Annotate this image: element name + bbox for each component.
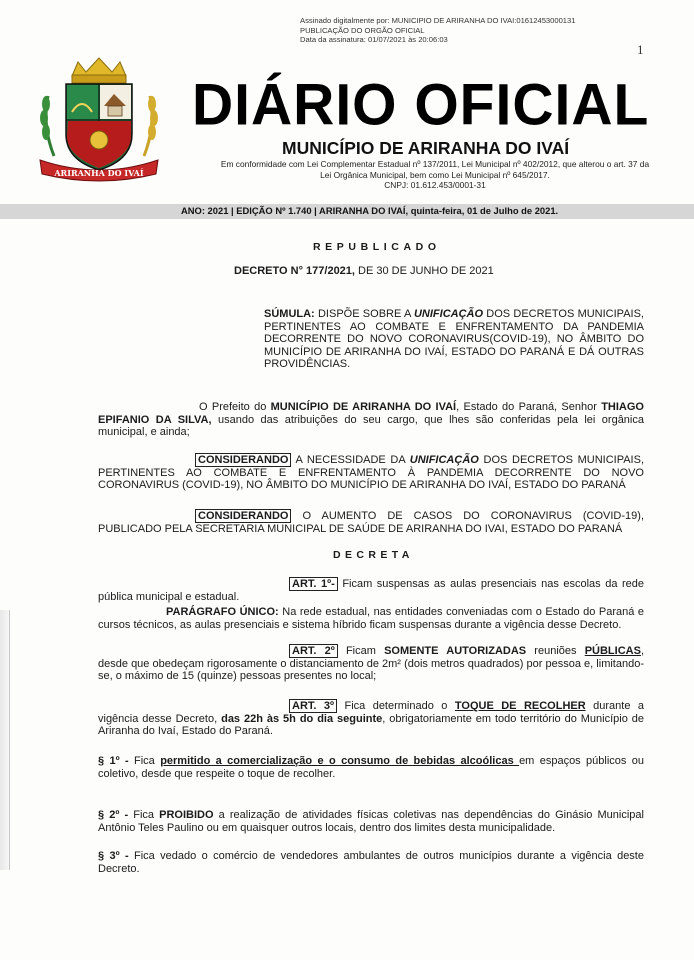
paragrafo-unico bbox=[98, 606, 644, 631]
s2-text-pre: Fica bbox=[128, 809, 160, 821]
crest-banner-text: ARIRANHA DO IVAÍ bbox=[54, 168, 144, 178]
s2-label: § 2º - bbox=[98, 809, 129, 821]
art2-public: PÚBLICAS bbox=[584, 645, 641, 657]
cons1-text-post: DOS DECRETOS MUNICIPAIS, PERTINENTES AO COMBATE E ENFRENTAMENTO À PANDEMIA DECORRENTE DO NOVO CORONAVIRUS (COVID-19), NO ÂMBITO DO MUNICÍPIO DE ARIRANHA DO IVAÍ, ESTADO DO PARANÁ bbox=[98, 454, 644, 492]
edition-bar bbox=[0, 204, 694, 219]
s3-text: Fica vedado o comércio de vendedores ambulantes de outros municípios durante a vigência deste Decreto. bbox=[98, 850, 644, 875]
s1-label: § 1º - bbox=[98, 755, 129, 767]
conformity-note bbox=[190, 159, 680, 191]
art3-text-mid: durante a vigência desse Decreto, bbox=[98, 700, 645, 725]
s3-label: § 3º - bbox=[98, 850, 129, 862]
intro-municipality: MUNICÍPIO DE ARIRANHA DO IVAÍ bbox=[270, 401, 457, 413]
paragrafo-label: PARÁGRAFO ÚNICO: bbox=[166, 606, 279, 618]
republicado-heading: REPUBLICADO bbox=[313, 241, 441, 253]
decree-date: DE 30 DE JUNHO DE 2021 bbox=[354, 265, 494, 277]
paragrafo-text: Na rede estadual, nas entidades conveniadas com o Estado do Paraná e cursos técnicos, as aulas presenciais e sistema híbrido ficam suspensas durante a vigência desse Decreto. bbox=[98, 606, 645, 631]
art1-text: Ficam suspensas as aulas presenciais nas escolas da rede pública municipal e estadual. bbox=[98, 578, 644, 603]
considerando-1-paragraph bbox=[98, 454, 644, 492]
intro-text-1: O Prefeito do bbox=[199, 401, 271, 413]
considerando-2-paragraph bbox=[98, 510, 644, 535]
decreta-heading: DECRETA bbox=[333, 549, 414, 561]
sumula-text-post: DOS DECRETOS MUNICIPAIS, PERTINENTES AO COMBATE E ENFRENTAMENTO DA PANDEMIA DECORRENTE DO NOVO CORONAVIRUS(COVID-19), NO ÂMBITO DO MUNICÍPIO DE ARIRANHA DO IVAÍ, ESTADO DO PARANÁ E DÁ OUTRAS PROVIDÊNCIAS. bbox=[264, 308, 644, 371]
cons2-text: O AUMENTO DE CASOS DO CORONAVIRUS (COVID-19), PUBLICADO PELA SECRETARIA MUNICIPAL DE SAÚDE DE ARIRANHA DO IVAI, ESTADO DO PARANÁ bbox=[98, 510, 644, 535]
article-3 bbox=[98, 700, 644, 738]
art1-label: ART. 1º- bbox=[289, 577, 338, 591]
s1-text-post: em espaços públicos ou coletivo, desde que respeite o toque de recolher. bbox=[98, 755, 645, 780]
intro-text-2: , Estado do Paraná, Senhor bbox=[456, 401, 602, 413]
considerando-label: CONSIDERANDO bbox=[195, 453, 291, 467]
art3-text-pre: Fica determinado o bbox=[337, 700, 455, 712]
intro-paragraph bbox=[98, 401, 644, 439]
signature-line-publication: PUBLICAÇÃO DO ORGÃO OFICIAL bbox=[300, 25, 425, 35]
sumula-text-pre: DISPÕE SOBRE A bbox=[314, 308, 414, 320]
considerando-label-2: CONSIDERANDO bbox=[195, 509, 291, 523]
sumula-label: SÚMULA: bbox=[264, 308, 315, 320]
conformity-line-1: Em conformidade com Lei Complementar Estadual nº 137/2011, Lei Municipal nº 402/2012, que alterou o art. 37 da bbox=[220, 159, 650, 169]
art2-authorized: SOMENTE AUTORIZADAS bbox=[384, 645, 527, 657]
section-1 bbox=[98, 755, 644, 780]
decree-number: DECRETO N° 177/2021, bbox=[234, 265, 355, 277]
s1-permitted: permitido a comercialização e o consumo de bebidas alcoólicas bbox=[160, 755, 520, 767]
art2-label: ART. 2º bbox=[289, 644, 338, 658]
conformity-line-2: Lei Orgânica Municipal, bem como Lei Municipal nº 645/2017. bbox=[320, 169, 550, 180]
section-3 bbox=[98, 850, 644, 875]
intro-text-3: usando das atribuições do seu cargo, que lhes são conferidas pela lei orgânica municipal, e ainda; bbox=[98, 413, 644, 439]
art3-hours: das 22h às 5h do dia seguinte bbox=[221, 712, 383, 725]
s2-text-post: a realização de atividades físicas coletivas nas dependências do Ginásio Municipal Antônio Teles Paulino ou em quaisquer outros locais, dentro dos limites desta municipalidade. bbox=[98, 809, 644, 834]
art2-text-pre: Ficam bbox=[337, 645, 385, 657]
signature-line-signer: Assinado digitalmente por: MUNICIPIO DE ARIRANHA DO IVAI:01612453000131 bbox=[300, 16, 576, 25]
cons1-emphasis: UNIFICAÇÃO bbox=[409, 454, 479, 466]
signature-line-date: Data da assinatura: 01/07/2021 às 20:06:03 bbox=[300, 35, 448, 44]
s2-prohibited: PROIBIDO bbox=[159, 809, 214, 821]
cons1-text-pre: A NECESSIDADE DA bbox=[291, 454, 410, 466]
sumula-paragraph bbox=[264, 308, 644, 371]
municipal-crest-icon bbox=[34, 56, 164, 188]
article-2 bbox=[98, 645, 644, 683]
digital-signature-block bbox=[300, 16, 575, 45]
art3-label: ART. 3º bbox=[289, 699, 337, 713]
intro-mayor-name: THIAGO EPIFANIO DA SILVA, bbox=[98, 401, 644, 426]
page-number: 1 bbox=[637, 42, 644, 57]
art2-text-mid: reuniões bbox=[526, 645, 585, 657]
edition-info: ANO: 2021 | EDIÇÃO Nº 1.740 | ARIRANHA DO IVAÍ, quinta-feira, 01 de Julho de 2021. bbox=[181, 205, 559, 216]
art3-text-post: , obrigatoriamente em todo território do Município de Ariranha do Ivaí, Estado do Paraná. bbox=[98, 712, 645, 738]
art2-text-post: , desde que obedeçam rigorosamente o distanciamento de 2m² (dois metros quadrados) por pessoa e, limitando-se, o máximo de 15 (quinze) pessoas presentes no local; bbox=[98, 645, 644, 683]
page-edge-shadow bbox=[0, 610, 10, 870]
s1-text-pre: Fica bbox=[128, 755, 161, 767]
municipality-name: MUNICÍPIO DE ARIRANHA DO IVAÍ bbox=[282, 138, 570, 158]
cnpj-line: CNPJ: 01.612.453/0001-31 bbox=[384, 180, 486, 190]
art3-curfew: TOQUE DE RECOLHER bbox=[454, 700, 586, 712]
article-1 bbox=[98, 578, 644, 603]
section-2 bbox=[98, 809, 644, 834]
sumula-emphasis: UNIFICAÇÃO bbox=[413, 308, 484, 320]
masthead-title: DIÁRIO OFICIAL bbox=[192, 72, 650, 138]
decree-title bbox=[234, 265, 494, 277]
